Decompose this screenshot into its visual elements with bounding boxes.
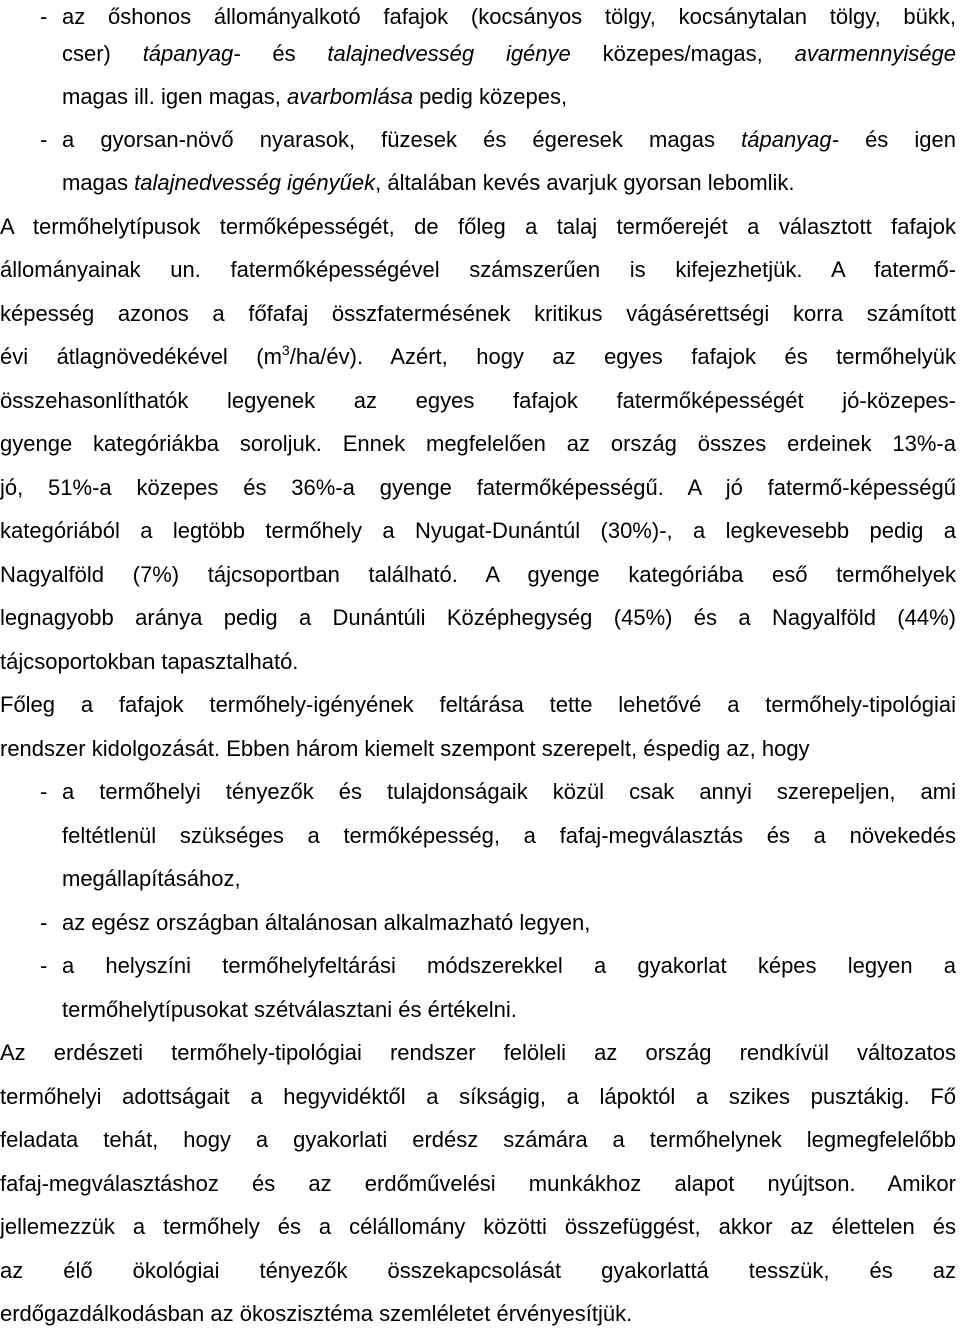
- text-line: Az erdészeti termőhely-tipológiai rendszer felöleli az ország rendkívül változatos: [0, 1040, 956, 1065]
- text-line: megállapításához,: [62, 866, 241, 891]
- text-line: termőhelyi adottságait a hegyvidéktől a síkságig, a lápoktól a szikes pusztákig. Fő: [0, 1084, 956, 1109]
- text-line: Főleg a fafajok termőhely-igényének feltárása tette lehetővé a termőhely-tipológiai: [0, 692, 956, 717]
- text-line: A termőhelytípusok termőképességét, de főleg a talaj termőerejét a választott fafajok: [0, 214, 956, 239]
- text-line: termőhelytípusokat szétválasztani és értékelni.: [62, 997, 517, 1022]
- text-line: gyenge kategóriákba soroljuk. Ennek megfelelően az ország összes erdeinek 13%-a: [0, 431, 956, 456]
- text-line: állományainak un. fatermőképességével számszerűen is kifejezhetjük. A fatermő-: [0, 257, 956, 282]
- text-line: rendszer kidolgozását. Ebben három kiemelt szempont szerepelt, éspedig az, hogy: [0, 736, 810, 761]
- text-line: a gyorsan-növő nyarasok, füzesek és égeresek magas tápanyag- és igen: [62, 127, 956, 152]
- text-line: képesség azonos a főfafaj összfatermésének kritikus vágásérettségi korra számított: [0, 301, 956, 326]
- list-dash: -: [40, 953, 48, 978]
- text-line: kategóriából a legtöbb termőhely a Nyugat-Dunántúl (30%)-, a legkevesebb pedig a: [0, 518, 956, 543]
- emphasis: talajnedvesség igénye: [327, 41, 571, 66]
- text-line: jellemezzük a termőhely és a célállomány közötti összefüggést, akkor az élettelen és: [0, 1214, 956, 1239]
- superscript: 3: [281, 342, 290, 358]
- text-line: évi átlagnövedékével $(m^3/ha/év)$. Azért, hogy az egyes fafajok és termőhelyük: [0, 342, 956, 369]
- text-line: a helyszíni termőhelyfeltárási módszerekkel a gyakorlat képes legyen a: [62, 953, 956, 978]
- text-line: az egész országban általánosan alkalmazható legyen,: [62, 910, 591, 935]
- emphasis: avarmennyisége: [794, 41, 956, 66]
- list-dash: -: [40, 4, 48, 29]
- text-line: a termőhelyi tényezők és tulajdonságaik közül csak annyi szerepeljen, ami: [62, 779, 956, 804]
- text-line: erdőgazdálkodásban az ökoszisztéma szemléletet érvényesítjük.: [0, 1301, 633, 1326]
- text-line: Nagyalföld (7%) tájcsoportban található. A gyenge kategóriába eső termőhelyek: [0, 562, 956, 587]
- text-line: összehasonlíthatók legyenek az egyes fafajok fatermőképességét jó-közepes-: [0, 388, 956, 413]
- text-line: feltétlenül szükséges a termőképesség, a fafaj-megválasztás és a növekedés: [62, 823, 956, 848]
- list-dash: -: [40, 779, 48, 804]
- text-line: legnagyobb aránya pedig a Dunántúli Középhegység (45%) és a Nagyalföld (44%): [0, 605, 956, 630]
- text-line: jó, 51%-a közepes és 36%-a gyenge fatermőképességű. A jó fatermő-képességű: [0, 475, 956, 500]
- list-dash: -: [40, 910, 48, 935]
- emphasis: tápanyag-: [741, 127, 839, 152]
- text-line: az élő ökológiai tényezők összekapcsolását gyakorlattá tesszük, és az: [0, 1258, 956, 1283]
- text-line: magas talajnedvesség igényűek, általában kevés avarjuk gyorsan lebomlik.: [62, 170, 795, 195]
- list-dash: -: [40, 127, 48, 152]
- emphasis: talajnedvesség igényűek: [134, 170, 376, 195]
- text-line: fafaj-megválasztáshoz és az erdőművelési munkákhoz alapot nyújtson. Amikor: [0, 1171, 956, 1196]
- text-line: magas ill. igen magas, avarbomlása pedig közepes,: [62, 84, 568, 109]
- text-line: feladata tehát, hogy a gyakorlati erdész számára a termőhelynek legmegfelelőbb: [0, 1127, 956, 1152]
- text-line: tájcsoportokban tapasztalható.: [0, 649, 299, 674]
- emphasis: avarbomlása: [287, 84, 413, 109]
- emphasis: tápanyag-: [142, 41, 241, 66]
- text-line: cser) tápanyag- és talajnedvesség igénye közepes/magas, avarmennyisége: [62, 41, 956, 66]
- text-line: az őshonos állományalkotó fafajok (kocsányos tölgy, kocsánytalan tölgy, bükk,: [62, 4, 956, 29]
